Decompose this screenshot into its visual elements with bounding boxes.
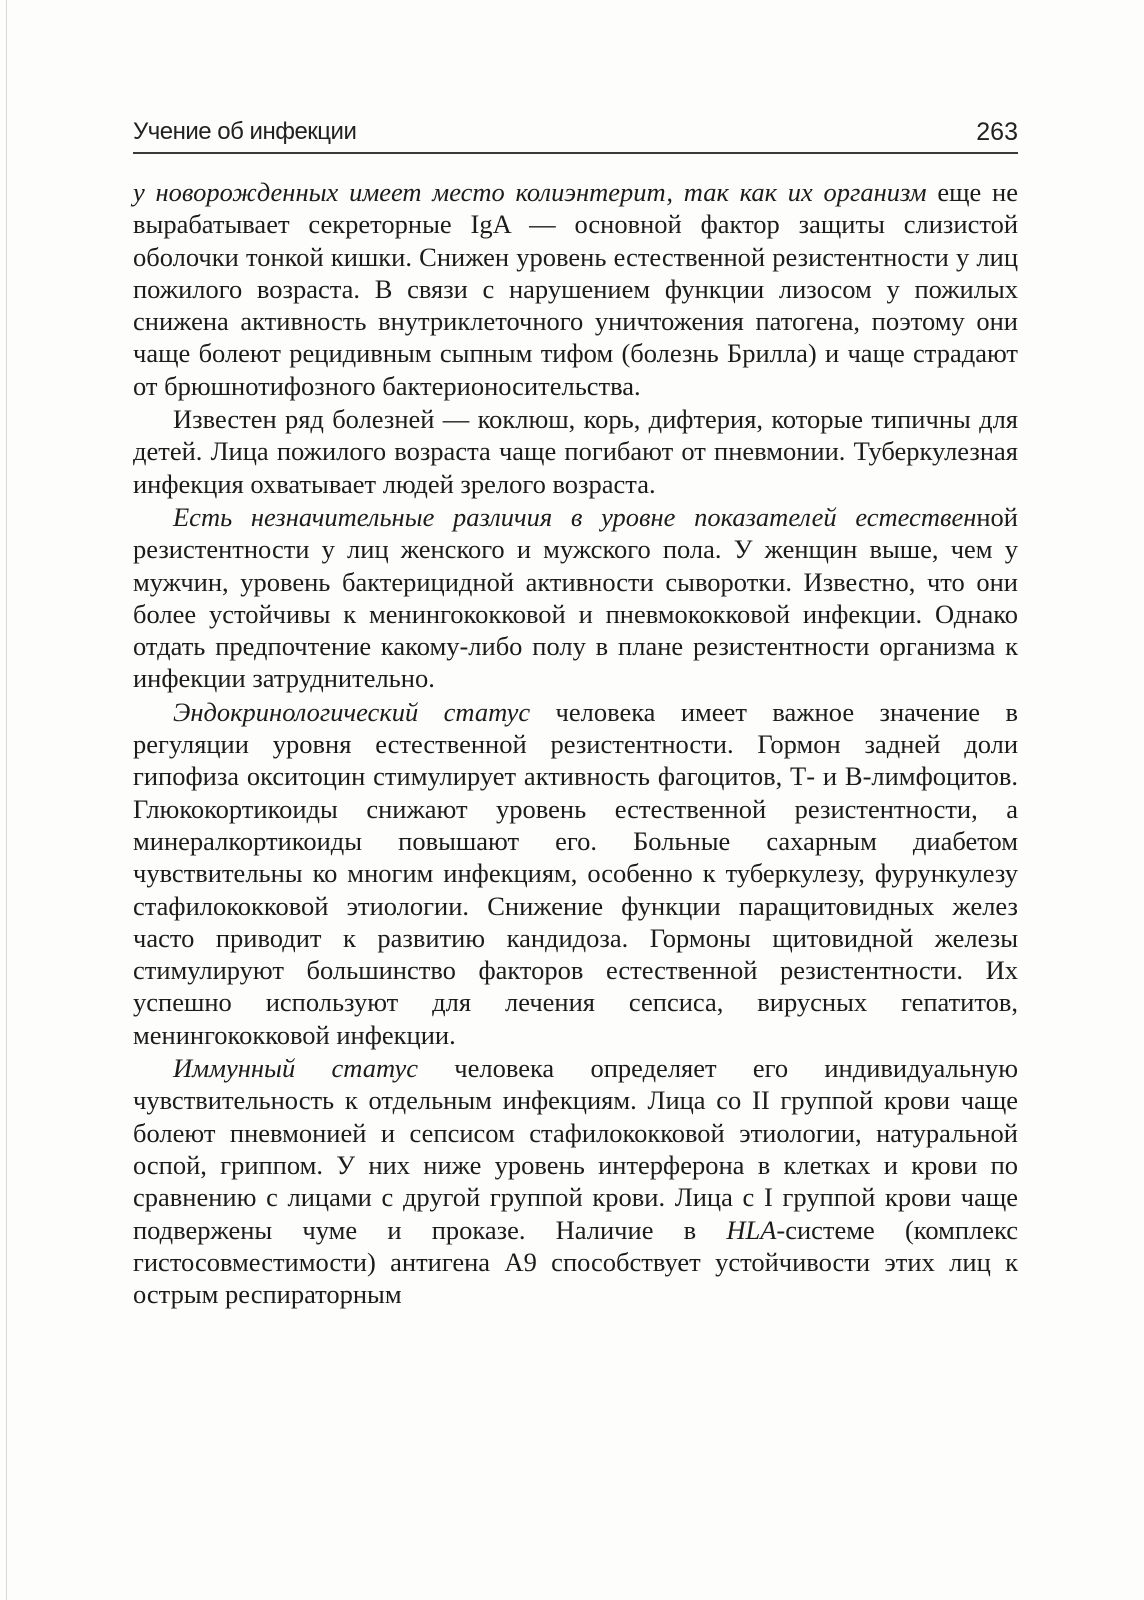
body-text	[133, 176, 1018, 1310]
text-segment: человека определяет его индивидуальную чувствительность к отдельным инфекциям. Лица со II группой крови чаще болеют пневмонией и сепсисом стафилококковой этиологии, натуральной оспой, гриппом. У них ниже уровень интерферона в клетках и крови по сравнению с лицами с другой группой крови. Лица с I группой крови чаще подвержены чуме и проказе. Наличие в	[133, 1053, 1019, 1245]
text-segment-italic: Эндокринологический статус	[173, 696, 531, 727]
text-segment-italic: Иммунный статус	[173, 1053, 418, 1084]
text-segment: Известен ряд болезней — коклюш, корь, дифтерия, которые типичны для детей. Лица пожилого возраста чаще погибают от пневмонии. Туберкулезная инфекция охватывает людей зрелого возраста.	[133, 404, 1018, 499]
text-segment-italic: HLA	[726, 1214, 777, 1245]
page-header	[133, 118, 1018, 154]
paragraph	[133, 501, 1018, 695]
text-segment: ной резистентности у лиц женского и мужского пола. У женщин выше, чем у мужчин, уровень бактерицидной активности сыворотки. Известно, что они более устойчивы к менингококковой и пневмококковой инфекции. Однако отдать предпочтение какому-либо полу в плане резистентности организма к инфекции затруднительно.	[133, 501, 1018, 694]
scan-edge-line	[6, 0, 7, 1600]
text-segment-italic: Есть незначительные различия в уровне показателей естествен	[173, 501, 977, 532]
paragraph	[133, 403, 1018, 500]
text-segment: -системе (комплекс гистосовместимости) антигена А9 способствует устойчивости этих лиц к острым респираторным	[133, 1214, 1019, 1310]
paragraph	[133, 1052, 1018, 1310]
text-segment-italic: у новорожденных имеет место колиэнтерит, так как их организм	[133, 177, 927, 207]
paragraph	[133, 696, 1018, 1051]
running-head: Учение об инфекции	[133, 118, 357, 145]
text-segment: еще не вырабатывает секреторные IgA — основной фактор защиты слизистой оболочки тонкой кишки. Снижен уровень естественной резистентности у лиц пожилого возраста. В связи с нарушением функции лизосом у пожилых снижена активность внутриклеточного уничтожения патогена, поэтому они чаще болеют рецидивным сыпным тифом (болезнь Брилла) и чаще страдают от брюшнотифозного бактерионосительства.	[133, 177, 1018, 401]
paragraph	[133, 176, 1018, 402]
text-segment: человека имеет важное значение в регуляции уровня естественной резистентности. Гормон задней доли гипофиза окситоцин стимулирует активность фагоцитов, Т- и В-лимфоцитов. Глюкокортикоиды снижают уровень естественной резистентности, а минералкортикоиды повышают его. Больные сахарным диабетом чувствительны ко многим инфекциям, особенно к туберкулезу, фурункулезу стафилококковой этиологии. Снижение функции паращитовидных желез часто приводит к развитию кандидоза. Гормоны щитовидной железы стимулируют большинство факторов естественной резистентности. Их успешно используют для лечения сепсиса, вирусных гепатитов, менингококковой инфекции.	[133, 696, 1018, 1050]
page-number: 263	[976, 118, 1018, 146]
